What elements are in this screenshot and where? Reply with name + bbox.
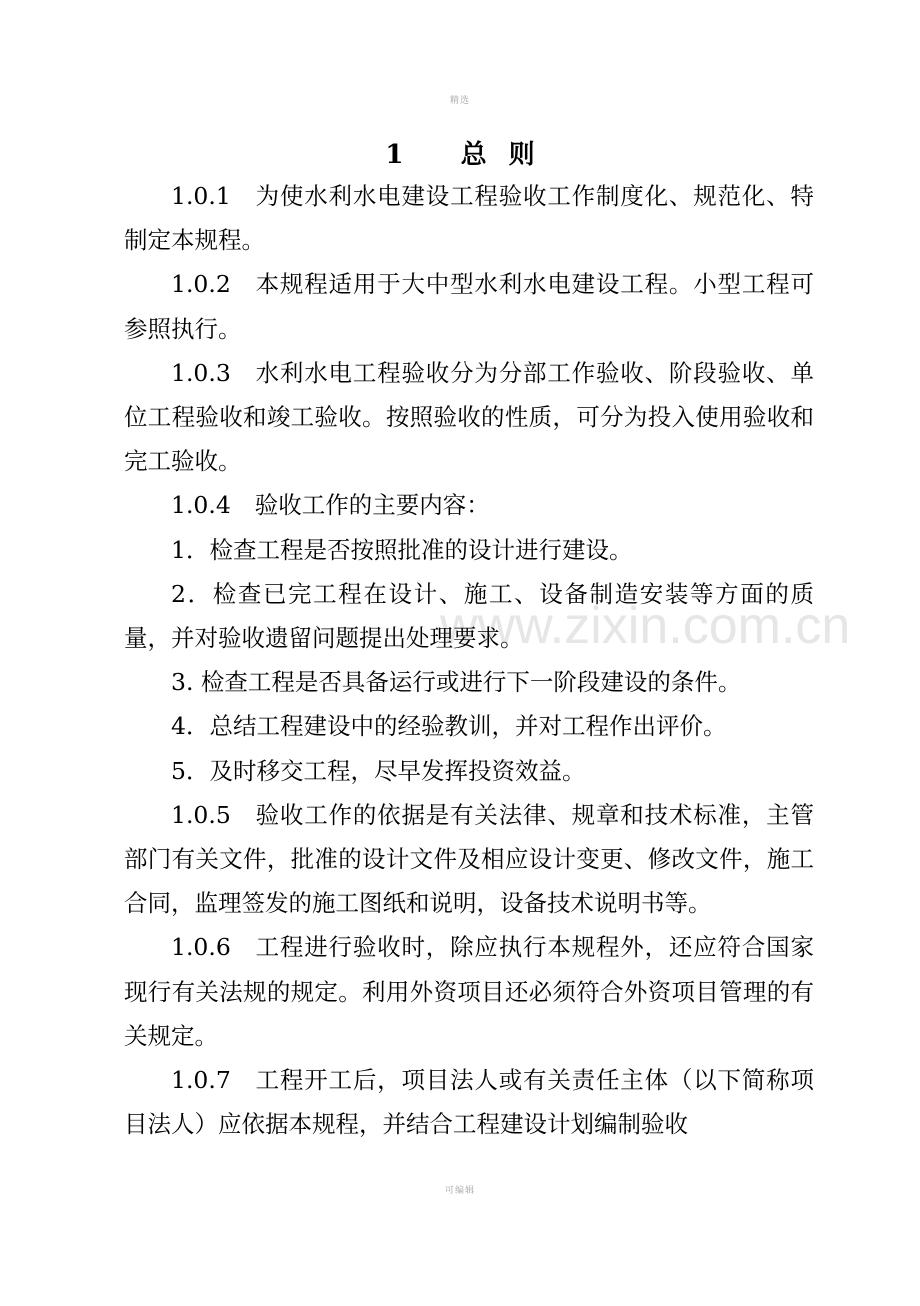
list-item-text: 3. 检查工程是否具备运行或进行下一阶段建设的条件。 — [171, 668, 742, 697]
paragraph-1-0-4 — [124, 483, 814, 527]
clause-number: 1.0.5 — [171, 800, 231, 829]
clause-text: 工程开工后，项目法人或有关责任主体（以下简称项目法人）应依据本规程，并结合工程建设计划编制验收 — [124, 1066, 814, 1139]
clause-text: 工程进行验收时，除应执行本规程外，还应符合国家现行有关法规的规定。利用外资项目还必须符合外资项目管理的有关规定。 — [124, 933, 814, 1050]
list-item-2 — [124, 572, 814, 660]
clause-number: 1.0.1 — [171, 182, 231, 210]
list-item-text: 1．检查工程是否按照批准的设计进行建设。 — [171, 535, 633, 564]
clause-number: 1.0.6 — [171, 933, 231, 962]
clause-number: 1.0.2 — [171, 270, 231, 299]
page-footer: 可编辑 — [444, 1186, 475, 1196]
clause-text: 本规程适用于大中型水利水电建设工程。小型工程可参照执行。 — [124, 270, 814, 343]
chapter-name: 总则 — [460, 140, 557, 170]
chapter-number: 1 — [385, 140, 404, 170]
list-item-3 — [124, 660, 814, 704]
list-item-5 — [124, 749, 814, 793]
list-item-text: 4．总结工程建设中的经验教训，并对工程作出评价。 — [171, 712, 727, 741]
chapter-title — [0, 134, 920, 171]
clause-text: 为使水利水电建设工程验收工作制度化、规范化、特制定本规程。 — [124, 182, 814, 255]
paragraph-1-0-6 — [124, 925, 814, 1058]
list-item-text: 5．及时移交工程，尽早发挥投资效益。 — [171, 756, 586, 785]
clause-text: 验收工作的主要内容： — [254, 491, 490, 520]
watermark: www.zixin.com.cn — [440, 597, 851, 655]
paragraph-1-0-3 — [124, 351, 814, 484]
document-body — [124, 174, 814, 1146]
list-item-4 — [124, 704, 814, 748]
list-item-text: 2．检查已完工程在设计、施工、设备制造安装等方面的质量，并对验收遗留问题提出处理要求。 — [124, 579, 814, 653]
paragraph-1-0-5 — [124, 793, 814, 926]
paragraph-1-0-2 — [124, 262, 814, 350]
clause-text: 验收工作的依据是有关法律、规章和技术标准，主管部门有关文件，批准的设计文件及相应设计变更、修改文件，施工合同，监理签发的施工图纸和说明，设备技术说明书等。 — [124, 800, 814, 918]
clause-number: 1.0.3 — [171, 358, 231, 387]
clause-number: 1.0.4 — [171, 491, 231, 520]
clause-text: 水利水电工程验收分为分部工作验收、阶段验收、单位工程验收和竣工验收。按照验收的性质，可分为投入使用验收和完工验收。 — [124, 358, 814, 476]
clause-number: 1.0.7 — [171, 1066, 231, 1095]
paragraph-1-0-1 — [124, 174, 814, 262]
page-header: 精选 — [449, 96, 470, 106]
list-item-1 — [124, 528, 814, 572]
paragraph-1-0-7 — [124, 1058, 814, 1146]
